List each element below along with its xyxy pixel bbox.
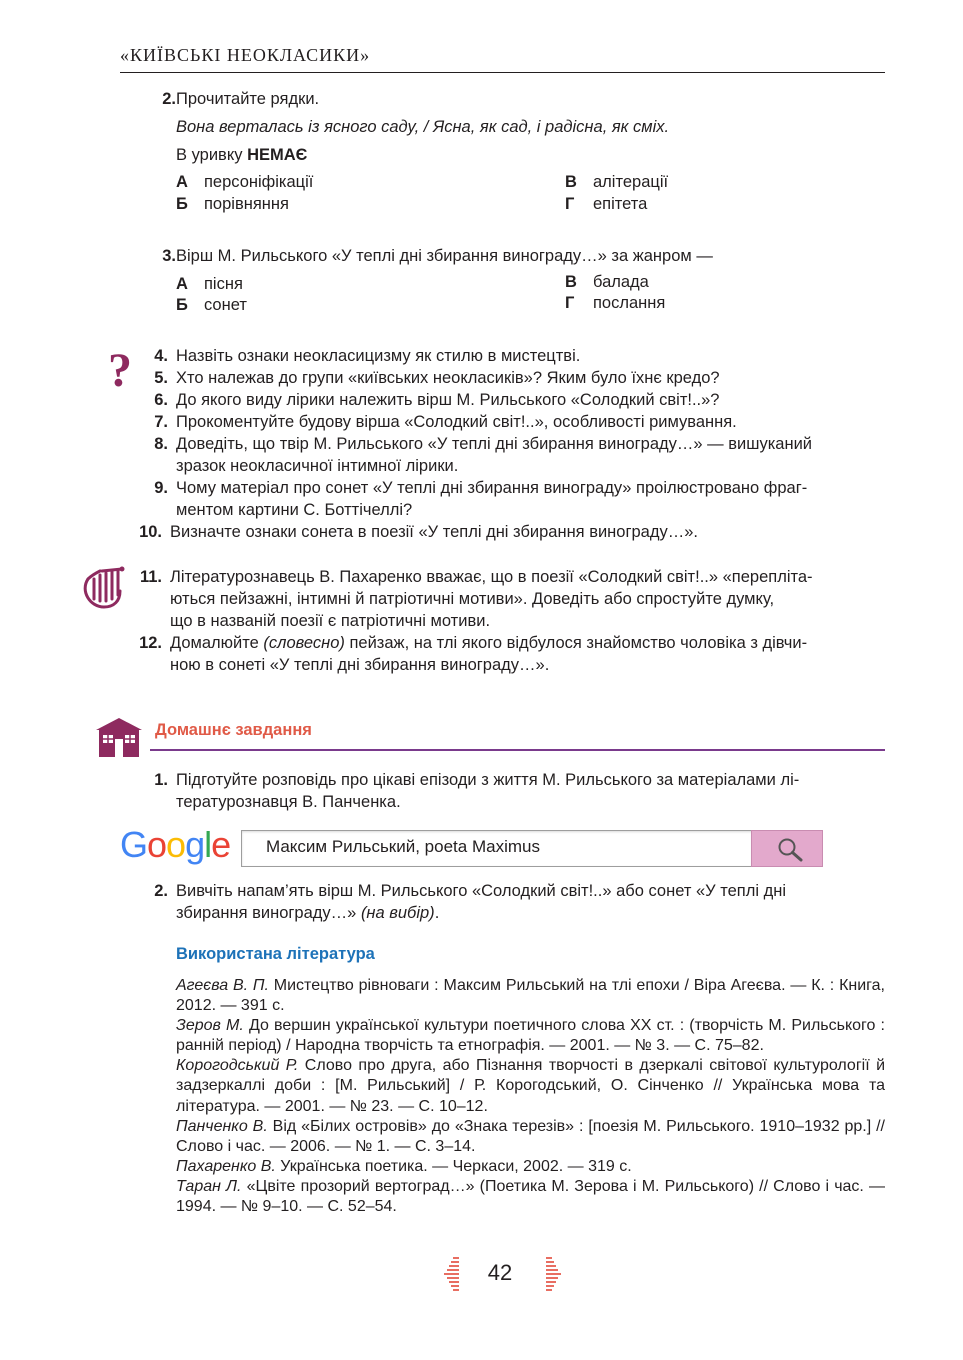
question-number: 6. xyxy=(154,391,168,409)
answer-option-b xyxy=(176,193,289,215)
answer-option-g xyxy=(565,292,665,314)
entry-text: «Цвіте прозорий вертоград…» (Поетика М. Зерова і М. Рильського) // Слово і час. — 1994. — № 9–10. — С. 52–54. xyxy=(176,1177,886,1216)
question-number: 12. xyxy=(139,634,162,652)
option-letter: А xyxy=(176,173,188,191)
answer-option-b xyxy=(176,294,247,316)
option-text: балада xyxy=(593,273,649,291)
text-emphasis: (словесно) xyxy=(263,634,345,652)
question-text-line xyxy=(170,632,890,654)
homework-divider xyxy=(150,749,885,751)
question-number: 3. xyxy=(162,247,176,265)
magnifier-icon xyxy=(776,837,804,863)
entry-author: Зеров М. xyxy=(176,1017,244,1035)
running-header: «КИЇВСЬКІ НЕОКЛАСИКИ» xyxy=(120,45,371,65)
question-number: 11. xyxy=(139,568,162,586)
task-number: 1. xyxy=(154,771,168,789)
literature-list xyxy=(176,976,885,1217)
search-query: Максим Рильський, poeta Maximus xyxy=(266,837,540,856)
option-text: сонет xyxy=(204,296,247,314)
question-number: 10. xyxy=(139,523,162,541)
entry-text: Від «Білих островів» до «Знака терезів» : [поезія М. Рильського. 1910–1932 рр.] // Слово і час. — 2006. — № 1. — С. 3–14. xyxy=(176,1117,885,1155)
entry-author: Корогодський Р. xyxy=(176,1057,299,1075)
text-fragment: пейзаж, на тлі якого відбулося знайомство чоловіка з дівчи- xyxy=(344,634,808,652)
task-text-line: Підготуйте розповідь про цікаві епізоди з життя М. Рильського за матеріалами лі- xyxy=(176,771,800,789)
option-letter: В xyxy=(565,173,577,191)
option-text: порівняння xyxy=(204,195,289,213)
text-emphasis: (на вибір) xyxy=(360,904,435,922)
lyre-icon xyxy=(78,561,128,613)
option-text: персоніфікації xyxy=(204,173,314,191)
question-text-line: зразок неокласичної інтимної лірики. xyxy=(176,457,459,475)
option-text: послання xyxy=(593,294,666,312)
page-number: 42 xyxy=(487,1260,513,1285)
option-letter: А xyxy=(176,275,188,293)
question-number: 2. xyxy=(162,90,176,108)
answer-option-v xyxy=(565,271,649,293)
task-text-line: Вивчіть напам’ять вірш М. Рильського «Солодкий світ!..» або сонет «У теплі дні xyxy=(176,882,787,900)
question-text-line: Чому матеріал про сонет «У теплі дні збирання винограду» проілюстровано фраг- xyxy=(176,479,808,497)
house-icon xyxy=(95,716,143,758)
question-number: 7. xyxy=(154,413,168,431)
text-fragment: Домалюйте xyxy=(170,634,264,652)
homework-title: Домашнє завдання xyxy=(155,721,312,739)
search-input[interactable] xyxy=(241,830,753,867)
literature-entry xyxy=(176,1157,885,1177)
header-divider xyxy=(120,72,885,73)
question-prompt: Вірш М. Рильського «У теплі дні збирання винограду…» за жанром — xyxy=(176,247,713,265)
option-text: алітерації xyxy=(593,173,669,191)
question-prompt: Прочитайте рядки. xyxy=(176,90,320,108)
option-letter: В xyxy=(565,273,577,291)
question-text: Хто належав до групи «київських неокласиків»? Яким було їхнє кредо? xyxy=(176,369,720,387)
search-button[interactable] xyxy=(751,830,823,867)
entry-text: Слово про друга, або Пізнання творчості в дзеркалі світової культурології й задзеркаллі доби : [М. Рильський] / Р. Корогодський, О. Сінченко // Українська мова та література. — 2001. — № 23. — С. 10–12. xyxy=(176,1057,886,1115)
question-text-line: Доведіть, що твір М. Рильського «У теплі дні збирання винограду…» — вишуканий xyxy=(176,435,813,453)
option-text: епітета xyxy=(593,195,648,213)
question-text: Назвіть ознаки неокласицизму як стилю в мистецтві. xyxy=(176,347,581,365)
literature-title: Використана література xyxy=(176,945,375,963)
literature-entry xyxy=(176,1016,885,1056)
entry-author: Пахаренко В. xyxy=(176,1157,276,1175)
text-fragment: . xyxy=(434,904,440,922)
literature-entry xyxy=(176,1177,885,1217)
task-number: 2. xyxy=(154,882,168,900)
question-mark-icon: ? xyxy=(108,344,132,397)
question-text-line: ментом картини С. Боттічеллі? xyxy=(176,501,413,519)
option-letter: Б xyxy=(176,296,188,314)
entry-author: Таран Л. xyxy=(176,1177,242,1195)
task-prefix: В уривку xyxy=(176,146,248,164)
google-logo: Google xyxy=(120,824,231,865)
page-ornament-right-icon xyxy=(544,1256,564,1292)
question-number: 9. xyxy=(154,479,168,497)
question-text: Прокоментуйте будову вірша «Солодкий світ!..», особливості римування. xyxy=(176,413,737,431)
option-letter: Б xyxy=(176,195,188,213)
question-number: 4. xyxy=(154,347,168,365)
question-text: До якого виду лірики належить вірш М. Рильського «Солодкий світ!..»? xyxy=(176,391,720,409)
option-letter: Г xyxy=(565,195,575,213)
literature-entry xyxy=(176,1117,885,1157)
entry-author: Панченко В. xyxy=(176,1117,268,1135)
question-text-line: ються пейзажні, інтимні й патріотичні мотиви». Доведіть або спростуйте думку, xyxy=(170,590,775,608)
text-fragment: збирання винограду…» xyxy=(176,904,361,922)
entry-text: До вершин української культури поетичного слова ХХ ст. : (творчість М. Рильського : ранній період) / Народна творчість та етнографія. — 2001. — № 3. — С. 75–82. xyxy=(176,1017,886,1055)
page-ornament-left-icon xyxy=(441,1256,461,1292)
question-text-line: Літературознавець В. Пахаренко вважає, що в поезії «Солодкий світ!..» «перепліта- xyxy=(170,568,813,586)
literature-entry xyxy=(176,1056,885,1116)
answer-option-a xyxy=(176,171,313,193)
question-number: 5. xyxy=(154,369,168,387)
literature-entry xyxy=(176,976,885,1016)
answer-option-g xyxy=(565,193,647,215)
answer-option-a xyxy=(176,273,243,295)
question-text: Визначте ознаки сонета в поезії «У теплі дні збирання винограду…». xyxy=(170,523,698,541)
task-emphasis: НЕМАЄ xyxy=(247,146,308,164)
poem-quote: Вона верталась із ясного саду, / Ясна, як сад, і радісна, як сміх. xyxy=(176,118,670,136)
entry-text: Українська поетика. — Черкаси, 2002. — 319 с. xyxy=(275,1157,632,1175)
option-text: пісня xyxy=(204,275,243,293)
task-text-line xyxy=(176,902,886,924)
answer-option-v xyxy=(565,171,668,193)
question-task xyxy=(176,144,307,166)
question-number: 8. xyxy=(154,435,168,453)
question-text-line: що в названій поезії є патріотичні мотиви. xyxy=(170,612,491,630)
entry-author: Агеєва В. П. xyxy=(176,977,269,994)
task-text-line: тературознавця В. Панченка. xyxy=(176,793,401,811)
option-letter: Г xyxy=(565,294,575,312)
entry-text: Мистецтво рівноваги : Максим Рильський на тлі епохи / Віра Агеєва. — К. : Книга, 2012. — 391 с. xyxy=(176,977,886,1015)
question-text-line: ною в сонеті «У теплі дні збирання винограду…». xyxy=(170,656,550,674)
